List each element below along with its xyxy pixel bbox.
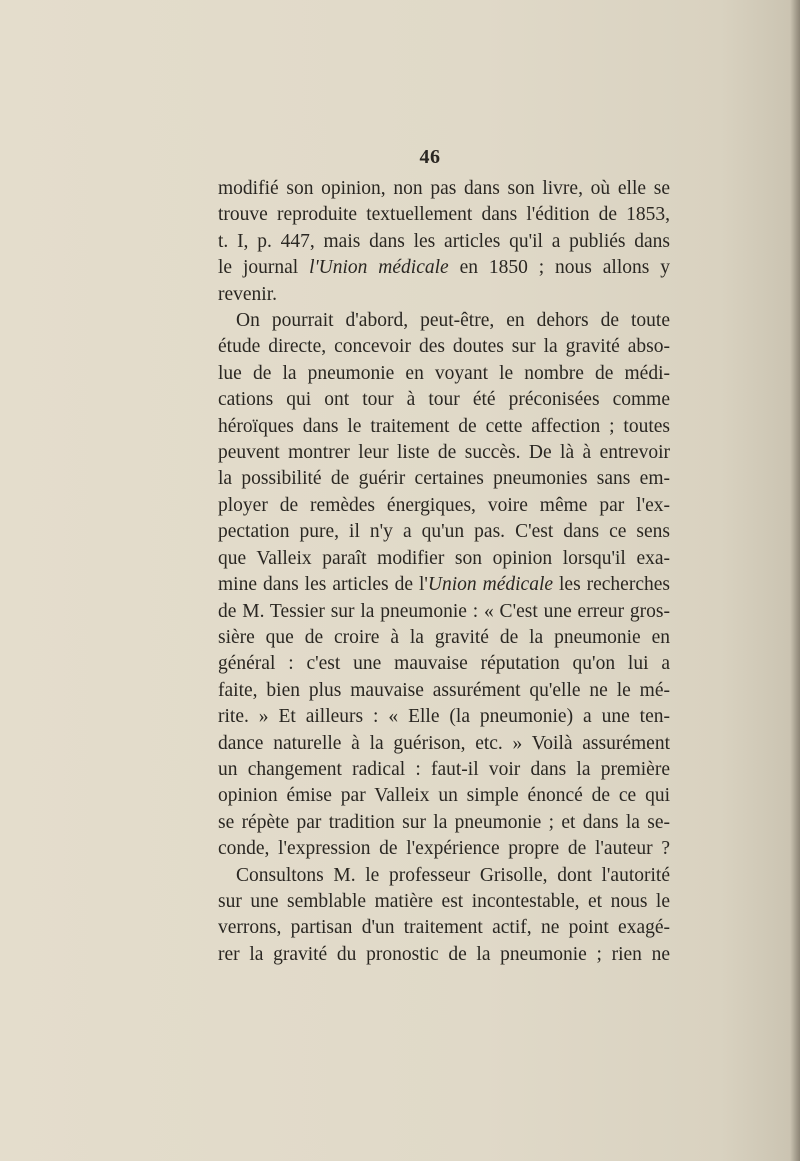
text-line <box>218 493 670 519</box>
text-line <box>218 783 670 809</box>
text-segment: que Valleix paraît modifier son opinion lorsqu'il exa- <box>218 547 670 569</box>
text-segment: cations qui ont tour à tour été préconisées comme <box>218 389 670 411</box>
text-segment: les recherches <box>553 574 670 596</box>
text-line <box>218 334 670 360</box>
text-line <box>218 546 670 572</box>
text-segment: le journal <box>218 257 310 279</box>
text-segment: héroïques dans le traitement de cette affection ; toutes <box>218 415 670 437</box>
text-segment: On pourrait d'abord, peut-être, en dehors de toute <box>236 310 670 332</box>
text-line <box>218 942 670 968</box>
text-segment: de M. Tessier sur la pneumonie : « C'est une erreur gros- <box>218 600 670 622</box>
text-segment: pectation pure, il n'y a qu'un pas. C'est dans ce sens <box>218 521 670 543</box>
text-segment: ployer de remèdes énergiques, voire même par l'ex- <box>218 494 670 516</box>
text-line <box>218 308 670 334</box>
text-segment: peuvent montrer leur liste de succès. De là à entrevoir <box>218 442 670 464</box>
text-line <box>218 282 670 308</box>
text-line <box>218 387 670 413</box>
text-segment: général : c'est une mauvaise réputation qu'on lui a <box>218 653 670 675</box>
text-line <box>218 440 670 466</box>
text-segment: faite, bien plus mauvaise assurément qu'elle ne le mé- <box>218 679 670 701</box>
text-segment: t. I, p. 447, mais dans les articles qu'il a publiés dans <box>218 230 670 252</box>
italic-title: l'Union médicale <box>309 257 449 279</box>
text-line <box>218 836 670 862</box>
text-line <box>218 810 670 836</box>
text-line <box>218 466 670 492</box>
text-segment: étude directe, concevoir des doutes sur la gravité abso- <box>218 336 670 358</box>
text-segment: conde, l'expression de l'expérience propre de l'auteur ? <box>218 838 670 860</box>
text-line <box>218 414 670 440</box>
text-segment: modifié son opinion, non pas dans son livre, où elle se <box>218 178 670 199</box>
text-segment: revenir. <box>218 283 278 305</box>
text-segment: rite. » Et ailleurs : « Elle (la pneumonie) a une ten- <box>218 706 670 728</box>
text-line <box>218 889 670 915</box>
text-line <box>218 176 670 202</box>
text-segment: un changement radical : faut-il voir dans la première <box>218 758 670 780</box>
text-segment: la possibilité de guérir certaines pneumonies sans em- <box>218 468 670 490</box>
text-line <box>218 519 670 545</box>
text-line <box>218 863 670 889</box>
text-segment: lue de la pneumonie en voyant le nombre de médi- <box>218 362 670 384</box>
text-line <box>218 757 670 783</box>
page-number: 46 <box>419 146 441 168</box>
text-line <box>218 915 670 941</box>
text-segment: trouve reproduite textuellement dans l'édition de 1853, <box>218 204 670 226</box>
text-line <box>218 678 670 704</box>
text-segment: se répète par tradition sur la pneumonie ; et dans la se- <box>218 811 670 833</box>
text-segment: dance naturelle à la guérison, etc. » Voilà assurément <box>218 732 670 754</box>
text-line <box>218 255 670 281</box>
text-line <box>218 651 670 677</box>
text-line <box>218 202 670 228</box>
text-segment: en 1850 ; nous allons y <box>448 257 670 279</box>
text-segment: sière que de croire à la gravité de la pneumonie en <box>218 626 670 648</box>
text-segment: rer la gravité du pronostic de la pneumonie ; rien ne <box>218 943 670 965</box>
text-line <box>218 361 670 387</box>
text-line <box>218 599 670 625</box>
text-line <box>218 731 670 757</box>
text-segment: opinion émise par Valleix un simple énoncé de ce qui <box>218 785 670 807</box>
page-edge-shadow <box>790 0 800 1161</box>
italic-title: Union médicale <box>427 574 554 596</box>
text-line <box>218 229 670 255</box>
text-segment: mine dans les articles de l' <box>218 574 428 596</box>
text-segment: Consultons M. le professeur Grisolle, dont l'autorité <box>236 864 670 886</box>
text-line <box>218 572 670 598</box>
text-line <box>218 625 670 651</box>
text-line <box>218 704 670 730</box>
body-text <box>218 176 670 968</box>
text-segment: sur une semblable matière est incontestable, et nous le <box>218 890 670 912</box>
text-segment: verrons, partisan d'un traitement actif, ne point exagé- <box>218 917 670 939</box>
